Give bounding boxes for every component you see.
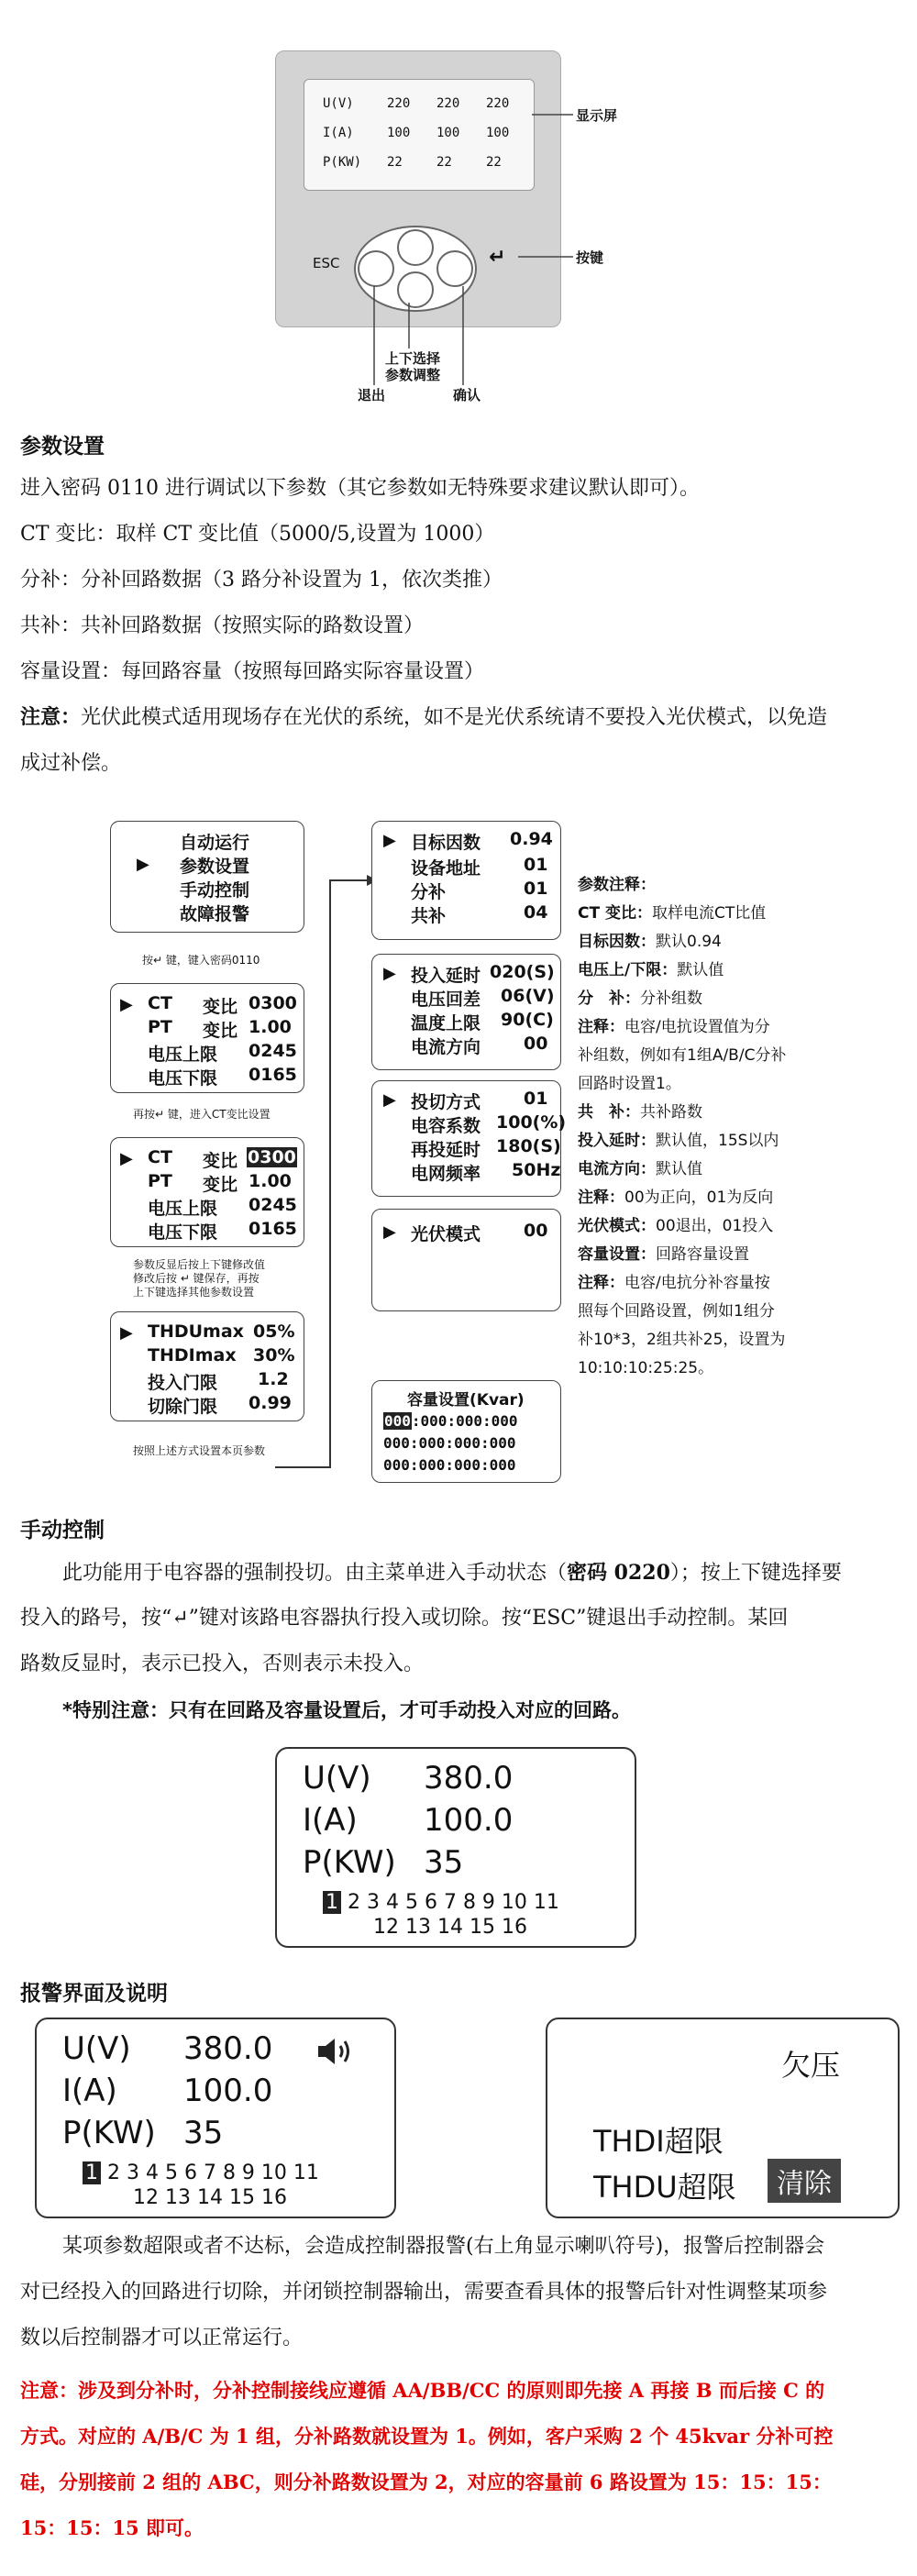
undervoltage-alarm: 欠压 — [781, 2048, 841, 2083]
delay-settings-box: ▶ 投入延时 020(S) 电压回差 06(V) 温度上限 90(C) 电流方向 00 — [371, 954, 561, 1070]
manual-special-note: *特别注意：只有在回路及容量设置后，才可手动投入对应的回路。 — [62, 1699, 631, 1721]
caption-ct-setting: 再按↵ 键，进入CT变比设置 — [133, 1108, 271, 1121]
alarm-detail-lcd — [546, 2018, 900, 2218]
manual-para-3: 路数反显时，表示已投入，否则表示未投入。 — [20, 1653, 425, 1675]
selection-arrow-icon: ▶ — [120, 1323, 133, 1343]
selection-arrow-icon: ▶ — [137, 855, 149, 874]
alarm-para-2: 对已经投入的回路进行切除，并闭锁控制器输出，需要查看具体的报警后针对性调整某项参 — [20, 2281, 828, 2304]
esc-label: ESC — [313, 255, 340, 271]
circuit-1-active: 1 — [83, 2161, 101, 2184]
circuit-1-active: 1 — [323, 1891, 341, 1914]
main-menu-box: 自动运行 ▶ 参数设置 手动控制 故障报警 — [110, 821, 304, 933]
selection-arrow-icon: ▶ — [383, 831, 396, 850]
param-fenbu: 分补：分补回路数据（3 路分补设置为 1，依次类推） — [20, 569, 503, 591]
circuit-numbers: 1 2 3 4 5 6 7 8 9 10 11 — [323, 1891, 559, 1914]
param-notes: 参数注释： CT 变比：取样电流CT比值 目标因数：默认0.94 电压上/下限：默认值 分 补：分补组数 注释：电容/电抗设置值为分 补组数，例如有1组A/B/C分补 回路时设置1。 共 补：共补路数 投入延时：默认值，15S以内 电流方向：默认值 注释：00为正向，01为反向 光伏模式：00退出，01投入 容量设置：回路容量设置 注释：电容/电抗分补容量按 照每个回路设置，例如1组分 补10*3，2组共补25，设置为 10:10:10:25:25。 — [578, 876, 787, 1377]
params-heading: 参数设置 — [20, 435, 105, 459]
highlighted-value: 0300 — [248, 1147, 296, 1167]
alarm-para-1: 某项参数超限或者不达标，会造成控制器报警(右上角显示喇叭符号)，报警后控制器会 — [62, 2235, 825, 2258]
manual-para-2: 投入的路号，按“↵”键对该路电容器执行投入或切除。按“ESC”键退出手动控制。某回 — [20, 1607, 789, 1630]
display-row-voltage: U(V) 220 220 220 — [323, 96, 510, 111]
confirm-callout: 确认 — [453, 387, 481, 404]
capacity-cursor: 000 — [384, 1412, 411, 1430]
selection-arrow-icon: ▶ — [383, 1222, 396, 1242]
caption-set-page: 按照上述方式设置本页参数 — [133, 1444, 266, 1457]
red-note-3: 硅，分别接前 2 组的 ABC，则分补路数设置为 2，对应的容量前 6 路设置为 15：15：15： — [20, 2471, 832, 2493]
selection-arrow-icon: ▶ — [383, 964, 396, 983]
manual-lcd: U(V) 380.0 I(A) 100.0 P(KW) 35 1 2 3 4 5 6 7 8 9 10 11 12 13 14 15 16 — [275, 1747, 636, 1948]
caption-edit-help: 参数反显后按上下键修改值 修改后按 ↵ 键保存，再按 上下键选择其他参数设置 — [133, 1258, 266, 1299]
ct-menu-box: ▶ CT 变比 0300 PT 变比 1.00 电压上限 0245 电压下限 0165 — [110, 983, 304, 1093]
selection-arrow-icon: ▶ — [120, 995, 133, 1014]
speaker-icon — [316, 2036, 355, 2067]
param-gongbu: 共补：共补回路数据（按照实际的路数设置） — [20, 614, 425, 637]
selection-arrow-icon: ▶ — [120, 1149, 133, 1168]
thdu-alarm: THDU超限 — [593, 2170, 736, 2205]
thd-menu-box: ▶ THDUmax 05% THDImax 30% 投入门限 1.2 切除门限 0.99 — [110, 1311, 304, 1421]
params-note-cont: 成过补偿。 — [20, 752, 122, 775]
alarm-lcd: U(V) 380.0 I(A) 100.0 P(KW) 35 1 2 3 4 5 6 7 8 9 10 11 12 13 14 15 16 — [35, 2018, 396, 2218]
manual-heading: 手动控制 — [20, 1519, 105, 1542]
pv-mode-box: ▶ 光伏模式 00 — [371, 1209, 561, 1311]
thdi-alarm: THDI超限 — [593, 2124, 724, 2159]
selection-arrow-icon: ▶ — [383, 1090, 396, 1110]
red-note-1: 注意：涉及到分补时，分补控制接线应遵循 AA/BB/CC 的原则即先接 A 再接 B 而后接 C 的 — [20, 2379, 825, 2402]
red-note-2: 方式。对应的 A/B/C 为 1 组，分补路数就设置为 1。例如，客户采购 2 个 45kvar 分补可控 — [20, 2425, 834, 2448]
red-note-4: 15：15：15 即可。 — [20, 2516, 204, 2539]
updown-callout: 上下选择 参数调整 — [385, 350, 441, 383]
target-factor-box: ▶ 目标因数 0.94 设备地址 01 分补 01 共补 04 — [371, 821, 561, 940]
display-callout: 显示屏 — [576, 107, 618, 124]
manual-para-1: 此功能用于电容器的强制投切。由主菜单进入手动状态（密码 0220）；按上下键选择要 — [62, 1561, 842, 1585]
exit-callout: 退出 — [358, 387, 386, 404]
caption-enter-password: 按↵ 键，键入密码0110 — [142, 954, 260, 967]
circuit-numbers: 1 2 3 4 5 6 7 8 9 10 11 — [83, 2161, 319, 2184]
alarm-heading: 报警界面及说明 — [20, 1982, 168, 2006]
param-capacity: 容量设置：每回路容量（按照每回路实际容量设置） — [20, 660, 485, 683]
clear-button[interactable]: 清除 — [768, 2159, 841, 2203]
ct-edit-box: ▶ CT 变比 0300 PT 变比 1.00 电压上限 0245 电压下限 0165 — [110, 1137, 304, 1247]
display-row-current: I(A) 100 100 100 — [323, 126, 510, 140]
params-intro: 进入密码 0110 进行调试以下参数（其它参数如无特殊要求建议默认即可）。 — [20, 477, 700, 500]
switch-mode-box: ▶ 投切方式 01 电容系数 100(%) 再投延时 180(S) 电网频率 50Hz — [371, 1080, 561, 1197]
param-ct: CT 变比：取样 CT 变比值（5000/5,设置为 1000） — [20, 523, 495, 546]
alarm-para-3: 数以后控制器才可以正常运行。 — [20, 2327, 304, 2349]
params-note: 注意：光伏此模式适用现场存在光伏的系统，如不是光伏系统请不要投入光伏模式，以免造 — [20, 706, 828, 729]
display-row-power: P(KW) 22 22 22 — [323, 155, 502, 170]
keys-callout: 按键 — [576, 249, 604, 266]
enter-arrow-icon: ↵ — [489, 246, 506, 269]
capacity-settings-box: 容量设置(Kvar) 000:000:000:000 000:000:000:000 000:000:000:000 — [371, 1380, 561, 1483]
